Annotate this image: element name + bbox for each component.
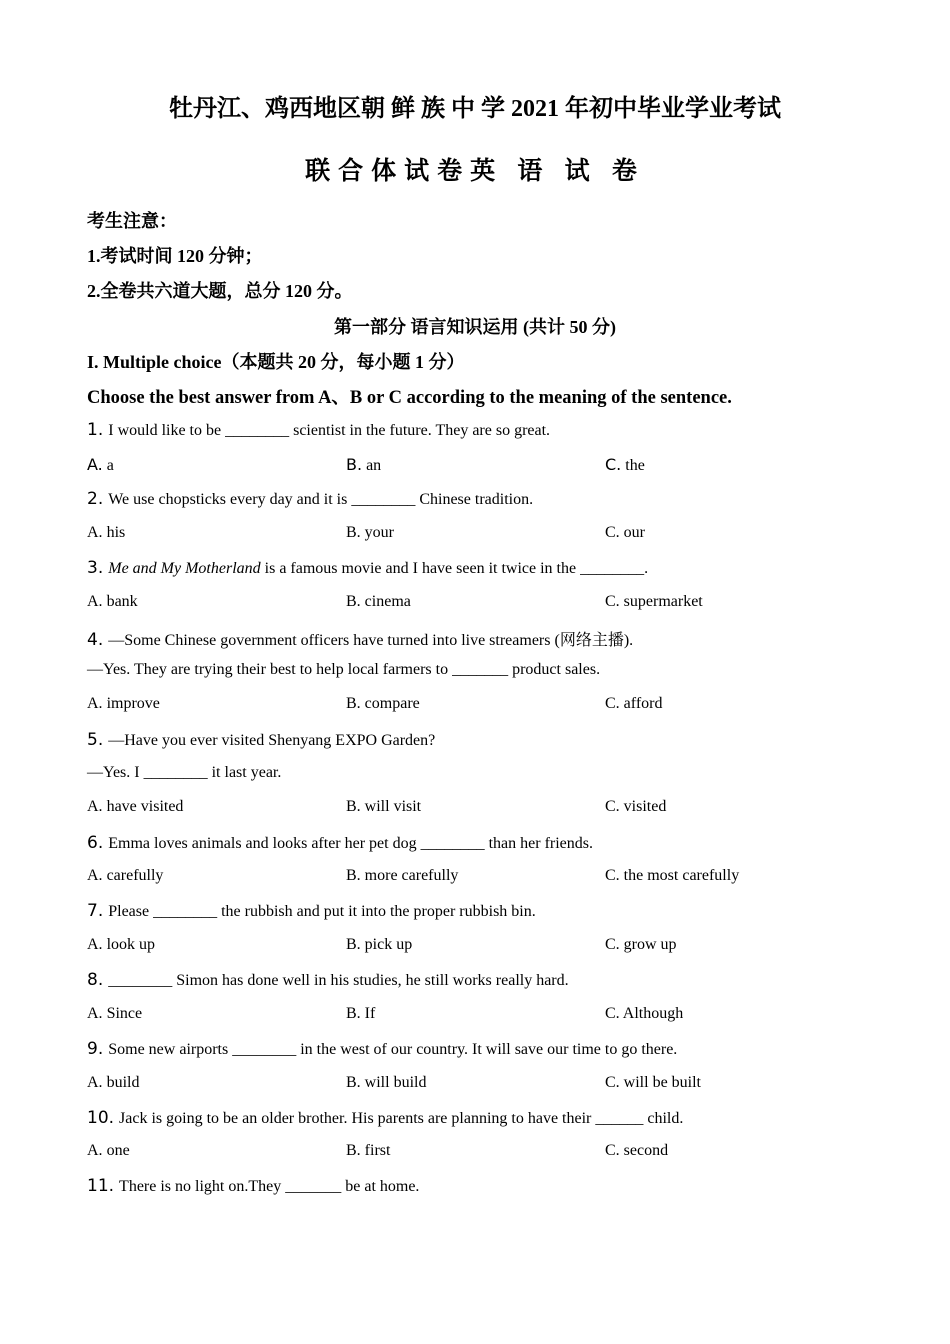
question-text: There is no light on.They _______ be at home. bbox=[119, 1178, 420, 1195]
option-b: B. cinema bbox=[346, 593, 411, 610]
option-b: B. more carefully bbox=[346, 867, 459, 884]
option-a: A. a bbox=[87, 455, 114, 474]
option-a: A. carefully bbox=[87, 867, 164, 884]
question-text: Jack is going to be an older brother. His parents are planning to have their ______ child. bbox=[119, 1110, 684, 1127]
question-text: ________ Simon has done well in his studies, he still works really hard. bbox=[108, 972, 569, 989]
question-number: 7. bbox=[87, 901, 104, 921]
question-number: 1. bbox=[87, 420, 104, 440]
option-a: A. build bbox=[87, 1074, 140, 1091]
section-heading: I. Multiple choice（本题共 20 分，每小题 1 分） bbox=[87, 352, 465, 372]
question-text: We use chopsticks every day and it is ________ Chinese tradition. bbox=[108, 491, 534, 508]
option-b: B. compare bbox=[346, 695, 420, 712]
question-4-reply: —Yes. They are trying their best to help local farmers to _______ product sales. bbox=[87, 661, 601, 678]
question-number: 8. bbox=[87, 970, 104, 990]
option-c: C. visited bbox=[605, 798, 667, 815]
option-a: A. look up bbox=[87, 936, 156, 953]
option-c: C. the most carefully bbox=[605, 867, 740, 884]
option-b: B. first bbox=[346, 1142, 391, 1159]
option-b: B. will build bbox=[346, 1074, 427, 1091]
movie-title: Me and My Motherland bbox=[108, 560, 261, 577]
question-number: 4. bbox=[87, 630, 104, 650]
option-a: A. Since bbox=[87, 1005, 143, 1022]
option-c: C. our bbox=[605, 524, 645, 541]
question-number: 3. bbox=[87, 558, 104, 578]
question-10 bbox=[87, 1108, 683, 1128]
question-number: 9. bbox=[87, 1039, 104, 1059]
question-number: 5. bbox=[87, 730, 104, 750]
option-a: A. bank bbox=[87, 593, 138, 610]
option-b: B. If bbox=[346, 1005, 376, 1022]
exam-title-line2: 联合体试卷英 语 试 卷 bbox=[305, 158, 645, 185]
note-item-1: 1.考试时间 120 分钟； bbox=[87, 246, 263, 266]
option-c: C. the bbox=[605, 455, 645, 474]
option-c: C. afford bbox=[605, 695, 663, 712]
option-a: A. his bbox=[87, 524, 126, 541]
question-number: 11. bbox=[87, 1176, 115, 1196]
option-b: B. pick up bbox=[346, 936, 413, 953]
question-text: Emma loves animals and looks after her pet dog ________ than her friends. bbox=[108, 835, 593, 852]
question-text: —Have you ever visited Shenyang EXPO Garden? bbox=[108, 732, 436, 749]
question-text: Please ________ the rubbish and put it into the proper rubbish bin. bbox=[108, 903, 536, 920]
question-9 bbox=[87, 1039, 677, 1059]
question-number: 2. bbox=[87, 489, 104, 509]
question-text: Some new airports ________ in the west of our country. It will save our time to go there. bbox=[108, 1041, 678, 1058]
question-7 bbox=[87, 901, 536, 921]
part-title: 第一部分 语言知识运用 (共计 50 分) bbox=[334, 317, 616, 337]
notes-heading: 考生注意： bbox=[87, 211, 177, 231]
option-a: A. have visited bbox=[87, 798, 184, 815]
option-a: A. one bbox=[87, 1142, 130, 1159]
option-b: B. your bbox=[346, 524, 394, 541]
question-3 bbox=[87, 558, 648, 578]
option-b: B. an bbox=[346, 455, 382, 474]
exam-title-line1: 牡丹江、鸡西地区朝 鲜 族 中 学 2021 年初中毕业学业考试 bbox=[169, 96, 781, 122]
question-text: I would like to be ________ scientist in the future. They are so great. bbox=[108, 422, 551, 439]
question-5-reply: —Yes. I ________ it last year. bbox=[87, 764, 282, 781]
note-item-2: 2.全卷共六道大题，总分 120 分。 bbox=[87, 281, 353, 301]
question-8 bbox=[87, 970, 569, 990]
question-11 bbox=[87, 1176, 419, 1196]
question-2 bbox=[87, 489, 533, 509]
option-c: C. Although bbox=[605, 1005, 684, 1022]
question-1 bbox=[87, 420, 550, 440]
question-number: 10. bbox=[87, 1108, 115, 1128]
question-4 bbox=[87, 627, 633, 650]
option-b: B. will visit bbox=[346, 798, 422, 815]
option-c: C. second bbox=[605, 1142, 669, 1159]
option-a: A. improve bbox=[87, 695, 160, 712]
option-c: C. grow up bbox=[605, 936, 677, 953]
section-instruction: Choose the best answer from A、B or C according to the meaning of the sentence. bbox=[87, 388, 732, 408]
question-number: 6. bbox=[87, 833, 104, 853]
question-text: —Some Chinese government officers have turned into live streamers (网络主播). bbox=[108, 632, 634, 649]
option-c: C. will be built bbox=[605, 1074, 701, 1091]
option-c: C. supermarket bbox=[605, 593, 703, 610]
question-6 bbox=[87, 833, 593, 853]
question-text: is a famous movie and I have seen it twice in the ________. bbox=[260, 560, 649, 577]
question-5 bbox=[87, 730, 435, 750]
